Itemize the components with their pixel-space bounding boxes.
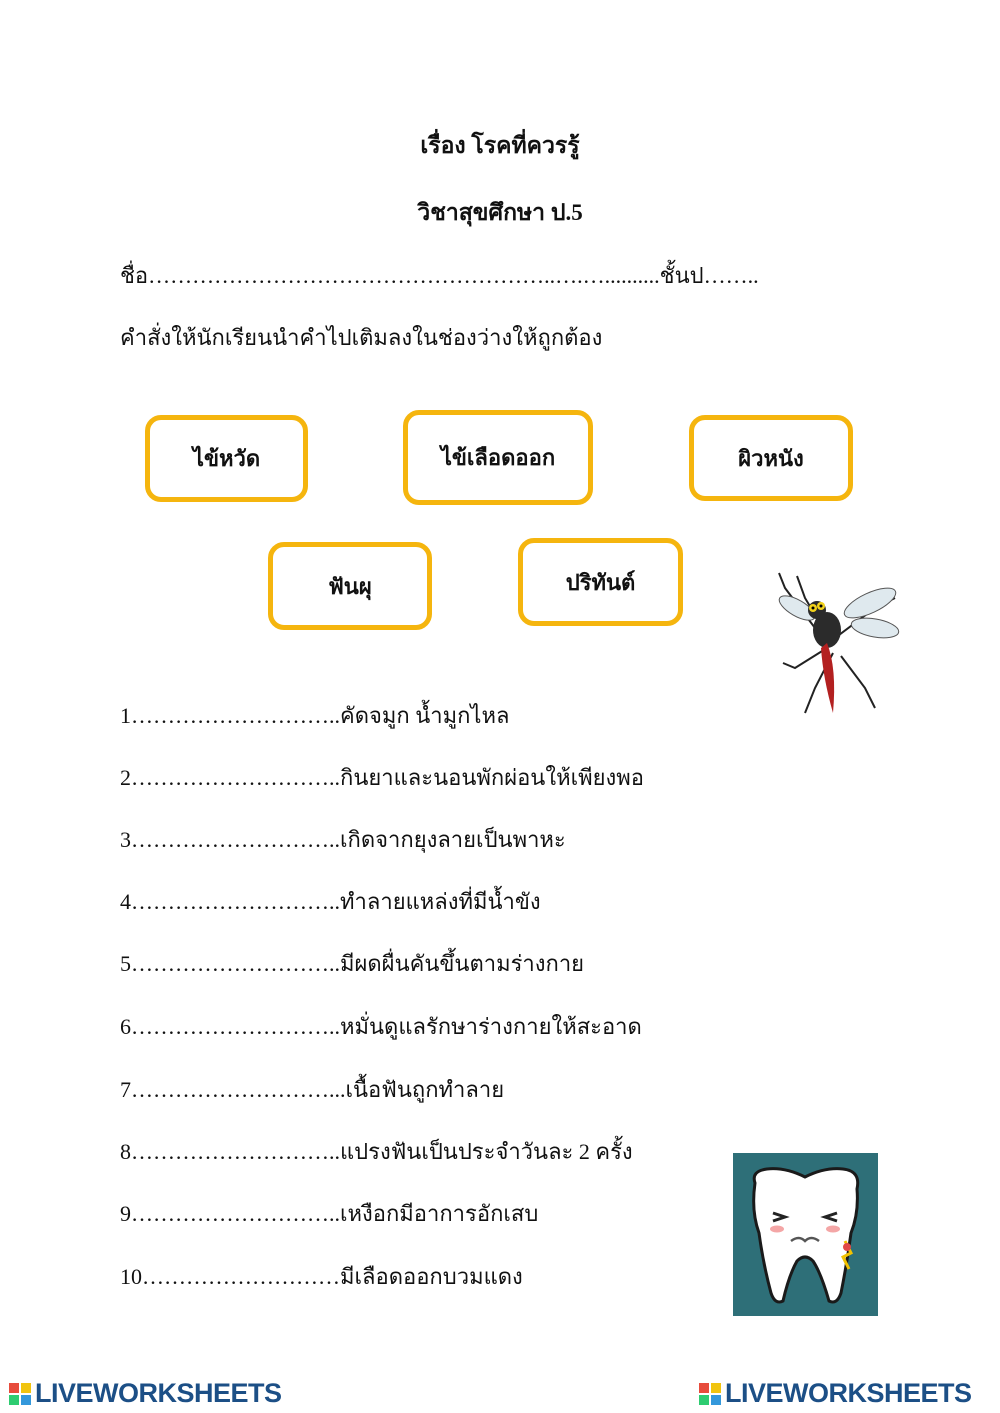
question-number: 5: [120, 951, 131, 976]
question-4: [120, 884, 541, 919]
answer-blank[interactable]: ………………………..: [131, 1201, 340, 1226]
question-number: 8: [120, 1139, 131, 1164]
question-text: เหงือกมีอาการอักเสบ: [340, 1201, 539, 1226]
brand-name: LIVEWORKSHEETS: [35, 1378, 282, 1408]
question-text: กินยาและนอนพักผ่อนให้เพียงพอ: [340, 765, 644, 790]
tooth-icon: [733, 1153, 878, 1316]
word-box-cavity[interactable]: ฟันผุ: [268, 542, 432, 630]
question-number: 2: [120, 765, 131, 790]
liveworksheets-logo-icon: [8, 1382, 32, 1406]
word-box-dengue[interactable]: ไข้เลือดออก: [403, 410, 593, 505]
answer-blank[interactable]: ………………………..: [131, 703, 340, 728]
question-7: [120, 1072, 504, 1107]
question-9: [120, 1196, 538, 1231]
question-number: 10: [120, 1264, 142, 1289]
mosquito-illustration: [775, 568, 900, 718]
question-3: [120, 822, 566, 857]
question-text: คัดจมูก น้ำมูกไหล: [340, 703, 510, 728]
question-text: ทำลายแหล่งที่มีน้ำขัง: [340, 889, 541, 914]
answer-blank[interactable]: ………………………..: [131, 827, 340, 852]
toothache-illustration: [733, 1153, 878, 1316]
question-6: [120, 1009, 642, 1044]
question-1: [120, 698, 509, 733]
question-10: [120, 1259, 523, 1294]
brand-name: LIVEWORKSHEETS: [725, 1378, 972, 1408]
question-2: [120, 760, 644, 795]
question-text: มีเลือดออกบวมแดง: [340, 1264, 523, 1289]
brand-logo-left[interactable]: [8, 1378, 282, 1409]
answer-blank[interactable]: ………………………: [142, 1264, 340, 1289]
question-5: [120, 946, 584, 981]
answer-blank[interactable]: ………………………..: [131, 765, 340, 790]
word-box-skin[interactable]: ผิวหนัง: [689, 415, 853, 501]
question-number: 6: [120, 1014, 131, 1039]
question-number: 1: [120, 703, 131, 728]
brand-logo-right[interactable]: [698, 1378, 972, 1409]
subject-title: วิชาสุขศึกษา ป.5: [417, 200, 583, 225]
question-8: [120, 1134, 633, 1169]
question-number: 9: [120, 1201, 131, 1226]
question-number: 7: [120, 1077, 131, 1102]
answer-blank[interactable]: ………………………..: [131, 889, 340, 914]
question-text: หมั่นดูแลรักษาร่างกายให้สะอาด: [340, 1014, 642, 1039]
question-text: แปรงฟันเป็นประจำวันละ 2 ครั้ง: [340, 1139, 633, 1164]
answer-blank[interactable]: ………………………..: [131, 1014, 340, 1039]
answer-blank[interactable]: ………………………..: [131, 951, 340, 976]
liveworksheets-logo-icon: [698, 1382, 722, 1406]
instruction: คำสั่งให้นักเรียนนำคำไปเติมลงในช่องว่างให้ถูกต้อง: [120, 325, 603, 350]
question-number: 4: [120, 889, 131, 914]
word-box-cold[interactable]: ไข้หวัด: [145, 415, 308, 502]
answer-blank[interactable]: ………………………...: [131, 1077, 346, 1102]
question-text: เกิดจากยุงลายเป็นพาหะ: [340, 827, 566, 852]
word-box-periodontal[interactable]: ปริทันต์: [518, 538, 683, 626]
question-number: 3: [120, 827, 131, 852]
question-text: เนื้อฟันถูกทำลาย: [345, 1077, 505, 1102]
page-title: เรื่อง โรคที่ควรรู้: [420, 133, 580, 158]
name-class-line[interactable]: ชื่อ………………………………………………..….…..........ชั้นป……..: [120, 263, 759, 288]
question-text: มีผดผื่นคันขึ้นตามร่างกาย: [340, 951, 585, 976]
answer-blank[interactable]: ………………………..: [131, 1139, 340, 1164]
